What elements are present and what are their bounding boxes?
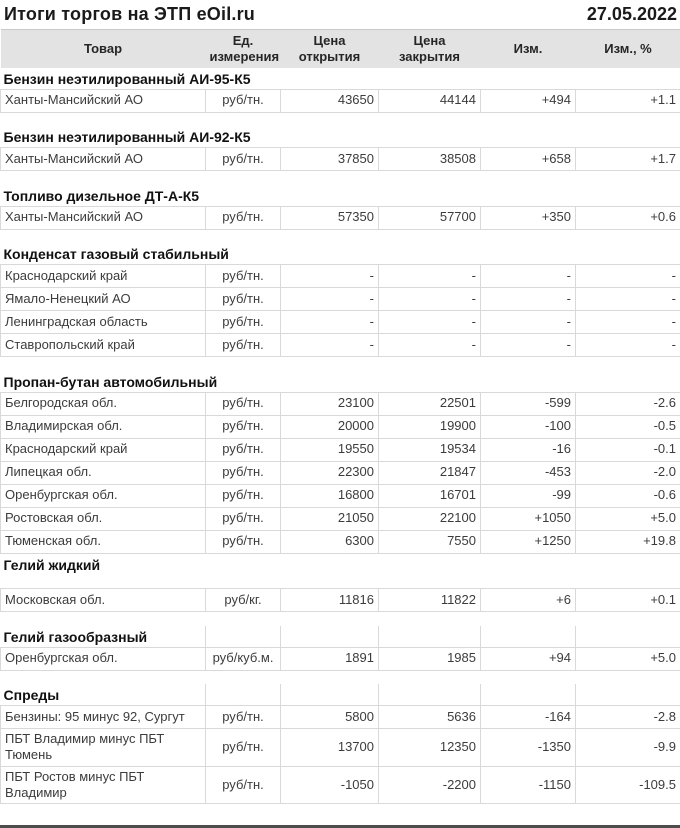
open-price-cell: 1891 — [281, 647, 379, 670]
section-empty-cell — [481, 626, 576, 648]
close-price-cell: 1985 — [379, 647, 481, 670]
change-pct-cell: +19.8 — [576, 530, 680, 553]
spacer-cell — [1, 612, 680, 626]
change-cell: +1250 — [481, 530, 576, 553]
product-cell: Ставропольский край — [1, 334, 206, 357]
data-row — [1, 265, 680, 288]
section-title-cell: Гелий жидкий — [3, 556, 101, 573]
close-price-cell: 19534 — [379, 438, 481, 461]
unit-cell: руб/тн. — [206, 311, 281, 334]
data-row — [1, 148, 680, 171]
product-cell: Оренбургская обл. — [1, 647, 206, 670]
close-price-cell: 21847 — [379, 461, 481, 484]
unit-cell: руб/тн. — [206, 484, 281, 507]
change-pct-cell: -109.5 — [576, 766, 680, 804]
change-pct-cell: -0.6 — [576, 484, 680, 507]
open-price-cell: 13700 — [281, 729, 379, 767]
open-price-cell: - — [281, 288, 379, 311]
data-row — [1, 415, 680, 438]
open-price-cell: 43650 — [281, 89, 379, 112]
unit-cell: руб/тн. — [206, 415, 281, 438]
data-row — [1, 729, 680, 767]
data-row — [1, 589, 680, 612]
change-cell: +658 — [481, 148, 576, 171]
titlebar — [0, 0, 680, 29]
unit-cell: руб/тн. — [206, 706, 281, 729]
section-title-cell: Бензин неэтилированный АИ-95-К5 — [3, 70, 251, 87]
open-price-cell: -1050 — [281, 766, 379, 804]
change-cell: +94 — [481, 647, 576, 670]
change-pct-cell: -2.6 — [576, 392, 680, 415]
change-pct-cell: +5.0 — [576, 507, 680, 530]
product-cell: Оренбургская обл. — [1, 484, 206, 507]
open-price-cell: 19550 — [281, 438, 379, 461]
open-price-cell: 20000 — [281, 415, 379, 438]
data-row — [1, 89, 680, 112]
open-price-cell: 11816 — [281, 589, 379, 612]
unit-cell: руб/тн. — [206, 148, 281, 171]
unit-cell: руб/тн. — [206, 507, 281, 530]
change-cell: -1350 — [481, 729, 576, 767]
close-price-cell: - — [379, 334, 481, 357]
spacer-cell — [1, 229, 680, 243]
section-empty-cell — [206, 626, 281, 648]
change-cell: -16 — [481, 438, 576, 461]
change-pct-cell: -0.5 — [576, 415, 680, 438]
change-pct-cell: - — [576, 334, 680, 357]
change-pct-cell: - — [576, 288, 680, 311]
close-price-cell: 22501 — [379, 392, 481, 415]
open-price-cell: - — [281, 311, 379, 334]
section-empty-cell — [206, 684, 281, 706]
change-pct-cell: -0.1 — [576, 438, 680, 461]
column-header-change: Изм. — [481, 30, 576, 68]
page-title: Итоги торгов на ЭТП eOil.ru — [4, 4, 256, 24]
data-row — [1, 206, 680, 229]
column-header-change-pct: Изм., % — [576, 30, 680, 68]
close-price-cell: 7550 — [379, 530, 481, 553]
product-cell: Московская обл. — [1, 589, 206, 612]
close-price-cell: 11822 — [379, 589, 481, 612]
trading-results-table — [0, 29, 680, 804]
unit-cell: руб/тн. — [206, 334, 281, 357]
change-pct-cell: -2.0 — [576, 461, 680, 484]
column-header-row — [1, 30, 680, 68]
open-price-cell: 16800 — [281, 484, 379, 507]
data-row — [1, 484, 680, 507]
section-empty-cell — [481, 684, 576, 706]
change-cell: - — [481, 311, 576, 334]
open-price-cell: 37850 — [281, 148, 379, 171]
report-date: 27.05.2022 — [586, 4, 677, 24]
data-row — [1, 647, 680, 670]
section-header-row — [1, 185, 680, 207]
close-price-cell: - — [379, 311, 481, 334]
data-row — [1, 288, 680, 311]
unit-cell: руб/тн. — [206, 265, 281, 288]
data-row — [1, 461, 680, 484]
change-cell: -164 — [481, 706, 576, 729]
data-row — [1, 438, 680, 461]
product-cell: Краснодарский край — [1, 438, 206, 461]
spacer-cell — [1, 112, 680, 126]
section-empty-cell — [281, 684, 379, 706]
unit-cell: руб/тн. — [206, 392, 281, 415]
product-cell: Ленинградская область — [1, 311, 206, 334]
section-title-cell: Топливо дизельное ДТ-А-К5 — [3, 187, 200, 204]
spacer-row — [1, 612, 680, 626]
unit-cell: руб/тн. — [206, 438, 281, 461]
unit-cell: руб/тн. — [206, 530, 281, 553]
spacer-row — [1, 357, 680, 371]
change-pct-cell: -9.9 — [576, 729, 680, 767]
section-header-row — [1, 626, 680, 648]
change-cell: -1150 — [481, 766, 576, 804]
unit-cell: руб/тн. — [206, 288, 281, 311]
close-price-cell: 38508 — [379, 148, 481, 171]
section-header-row — [1, 126, 680, 148]
open-price-cell: 21050 — [281, 507, 379, 530]
data-row — [1, 706, 680, 729]
close-price-cell: - — [379, 288, 481, 311]
change-cell: -453 — [481, 461, 576, 484]
change-pct-cell: - — [576, 311, 680, 334]
product-cell: Бензины: 95 минус 92, Сургут — [1, 706, 206, 729]
data-row — [1, 334, 680, 357]
change-pct-cell: - — [576, 265, 680, 288]
unit-cell: руб/куб.м. — [206, 647, 281, 670]
open-price-cell: 5800 — [281, 706, 379, 729]
close-price-cell: 57700 — [379, 206, 481, 229]
change-pct-cell: +0.6 — [576, 206, 680, 229]
section-empty-cell — [379, 684, 481, 706]
change-cell: -599 — [481, 392, 576, 415]
section-title-cell: Пропан-бутан автомобильный — [3, 373, 218, 390]
spacer-row — [1, 112, 680, 126]
product-cell: Ханты-Мансийский АО — [1, 89, 206, 112]
unit-cell: руб/тн. — [206, 89, 281, 112]
spacer-row — [1, 575, 680, 589]
close-price-cell: 22100 — [379, 507, 481, 530]
spacer-cell — [1, 171, 680, 185]
close-price-cell: - — [379, 265, 481, 288]
section-title-cell: Бензин неэтилированный АИ-92-К5 — [3, 129, 251, 145]
spacer-row — [1, 670, 680, 684]
change-cell: -99 — [481, 484, 576, 507]
open-price-cell: - — [281, 265, 379, 288]
product-cell: Ямало-Ненецкий АО — [1, 288, 206, 311]
section-header-row — [1, 68, 680, 90]
change-cell: - — [481, 265, 576, 288]
product-cell: ПБТ Владимир минус ПБТ Тюмень — [1, 729, 206, 767]
section-title-cell: Конденсат газовый стабильный — [3, 246, 229, 262]
section-header-row — [1, 553, 680, 575]
column-header-product: Товар — [1, 30, 206, 68]
close-price-cell: 19900 — [379, 415, 481, 438]
change-pct-cell: +1.7 — [576, 148, 680, 171]
section-header-row — [1, 684, 680, 706]
product-cell: Владимирская обл. — [1, 415, 206, 438]
spacer-cell — [1, 575, 680, 589]
change-pct-cell: +5.0 — [576, 647, 680, 670]
data-row — [1, 392, 680, 415]
change-cell: +6 — [481, 589, 576, 612]
change-pct-cell: +0.1 — [576, 589, 680, 612]
unit-cell: руб/тн. — [206, 766, 281, 804]
section-title-cell: Спреды — [1, 684, 206, 706]
data-row — [1, 530, 680, 553]
data-row — [1, 766, 680, 804]
close-price-cell: 16701 — [379, 484, 481, 507]
open-price-cell: 57350 — [281, 206, 379, 229]
change-cell: -100 — [481, 415, 576, 438]
data-row — [1, 507, 680, 530]
change-cell: +350 — [481, 206, 576, 229]
product-cell: Ханты-Мансийский АО — [1, 206, 206, 229]
open-price-cell: 22300 — [281, 461, 379, 484]
section-empty-cell — [576, 684, 680, 706]
spacer-row — [1, 171, 680, 185]
change-pct-cell: +1.1 — [576, 89, 680, 112]
section-empty-cell — [281, 626, 379, 648]
product-cell: Краснодарский край — [1, 265, 206, 288]
unit-cell: руб/кг. — [206, 589, 281, 612]
product-cell: Липецкая обл. — [1, 461, 206, 484]
close-price-cell: 12350 — [379, 729, 481, 767]
spacer-cell — [1, 670, 680, 684]
section-header-row — [1, 371, 680, 393]
product-cell: Белгородская обл. — [1, 392, 206, 415]
unit-cell: руб/тн. — [206, 729, 281, 767]
close-price-cell: -2200 — [379, 766, 481, 804]
change-cell: +494 — [481, 89, 576, 112]
change-cell: - — [481, 288, 576, 311]
data-row — [1, 311, 680, 334]
open-price-cell: - — [281, 334, 379, 357]
change-pct-cell: -2.8 — [576, 706, 680, 729]
change-cell: +1050 — [481, 507, 576, 530]
open-price-cell: 23100 — [281, 392, 379, 415]
product-cell: Тюменская обл. — [1, 530, 206, 553]
column-header-open-price: Цена открытия — [281, 30, 379, 68]
column-header-close-price: Цена закрытия — [379, 30, 481, 68]
product-cell: ПБТ Ростов минус ПБТ Владимир — [1, 766, 206, 804]
column-header-unit: Ед. измерения — [206, 30, 281, 68]
section-empty-cell — [576, 626, 680, 648]
unit-cell: руб/тн. — [206, 461, 281, 484]
section-header-row — [1, 243, 680, 265]
open-price-cell: 6300 — [281, 530, 379, 553]
change-cell: - — [481, 334, 576, 357]
product-cell: Ростовская обл. — [1, 507, 206, 530]
section-title-cell: Гелий газообразный — [1, 626, 206, 648]
spacer-cell — [1, 357, 680, 371]
product-cell: Ханты-Мансийский АО — [1, 148, 206, 171]
unit-cell: руб/тн. — [206, 206, 281, 229]
spacer-row — [1, 229, 680, 243]
section-empty-cell — [379, 626, 481, 648]
close-price-cell: 5636 — [379, 706, 481, 729]
close-price-cell: 44144 — [379, 89, 481, 112]
